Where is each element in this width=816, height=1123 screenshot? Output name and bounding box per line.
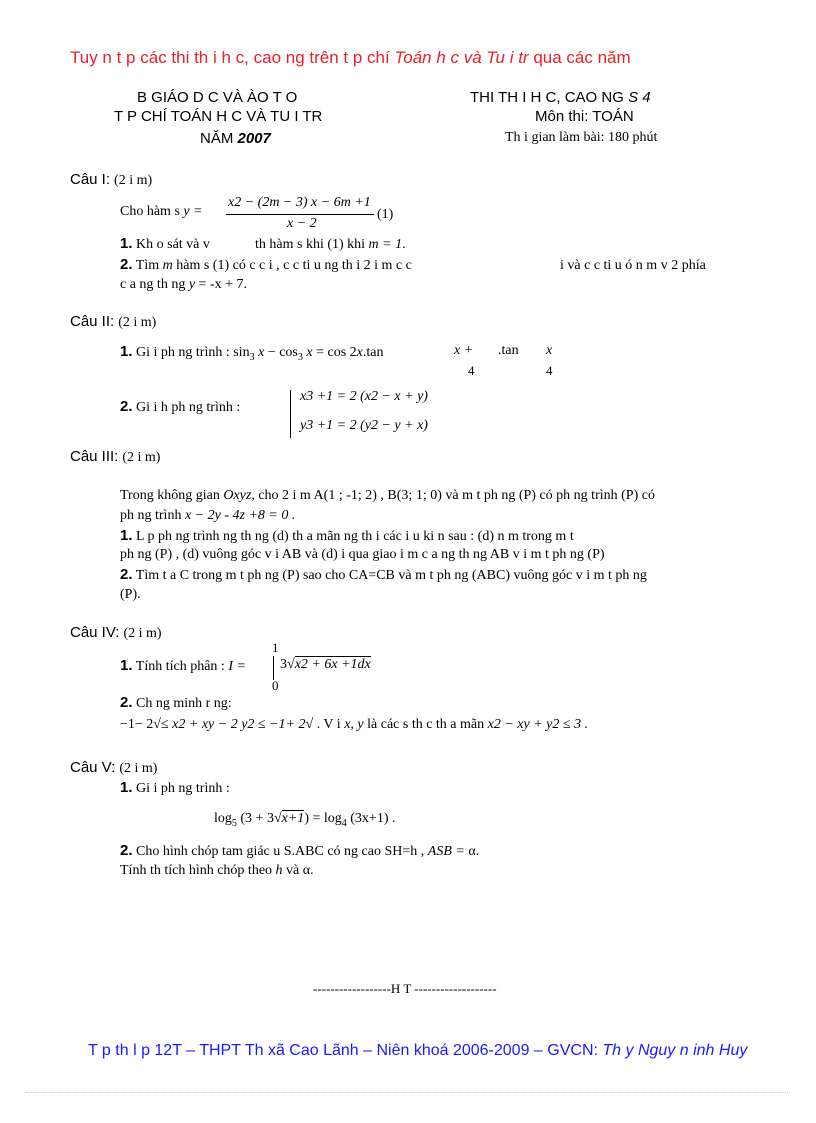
q2-frac1-top: x + <box>454 343 474 358</box>
exam-subject: Môn thi: TOÁN <box>535 108 634 125</box>
q4-upper-limit: 1 <box>272 640 279 655</box>
q3-oxyz: Oxyz <box>223 488 252 503</box>
q5-part1-number: 1. <box>120 779 133 796</box>
q1-part1-m: m = 1 <box>368 237 403 252</box>
q2-part1 <box>120 343 383 363</box>
alpha-icon: α <box>468 844 476 859</box>
q1-part2-m: m <box>162 258 173 273</box>
q5-log-equation <box>214 811 396 829</box>
q5-points: (2 i m) <box>119 761 158 776</box>
q4-title: Câu IV: <box>70 624 120 641</box>
q1-heading <box>70 171 152 189</box>
q5-eq-b: (3 + 3 <box>240 811 274 826</box>
q2-tan1: .tan <box>362 345 384 360</box>
q1-part2-text-b: hàm s (1) có c c i , c c ti u ng th i 2 i m c c <box>176 258 412 273</box>
q3-part1-line1 <box>120 527 574 545</box>
q3-part1-line2: ph ng (P) , (d) vuông góc v i AB và (d) i qua giao i m c a ng th ng AB v i m t ph ng (P) <box>120 547 605 562</box>
q4-integrand <box>280 657 371 673</box>
q3-part2-number: 2. <box>120 566 133 583</box>
q1-points: (2 i m) <box>114 173 153 188</box>
q2-tan2: .tan <box>498 343 519 358</box>
q4-heading <box>70 624 162 642</box>
q2-x1: x <box>258 345 265 360</box>
q3-intro-line2 <box>120 508 295 524</box>
q5-part2-number: 2. <box>120 842 133 859</box>
top-banner <box>70 48 631 68</box>
q3-part2-text1: Tìm t a C trong m t ph ng (P) sao cho CA=CB và m t ph ng (ABC) vuông góc v i m t ph ng <box>135 568 647 583</box>
q5-radicand: x+1 <box>281 811 305 826</box>
q4-part2-text: Ch ng minh r ng: <box>136 696 232 711</box>
q4-condition: x2 − xy + y2 ≤ 3 . <box>487 717 589 732</box>
q1-part1-text-b: th hàm s khi (1) khi <box>255 237 366 252</box>
q4-xy: x, y <box>344 717 364 732</box>
q1-part2-right: i và c c ti u ó n m v 2 phía <box>560 258 706 273</box>
q2-part2 <box>120 398 240 416</box>
q5-part2-line2 <box>120 863 314 879</box>
q2-cos: − cos <box>264 345 298 360</box>
q2-system-eq2: y3 +1 = 2 (y2 − y + x) <box>300 418 428 433</box>
end-mark: ------------------H T ------------------- <box>313 981 497 996</box>
q4-part2-number: 2. <box>120 694 133 711</box>
footer-teacher: Th y Nguy n inh Huy <box>602 1042 748 1059</box>
q4-part1-number: 1. <box>120 657 133 674</box>
q2-sin-power: 3 <box>249 351 255 363</box>
q4-integral-I: I = <box>228 659 246 674</box>
q5-base1: 5 <box>231 817 237 829</box>
radical-icon: √ <box>287 657 295 672</box>
q4-ineq-c: . V i <box>313 717 341 732</box>
q2-system-eq1: x3 +1 = 2 (x2 − x + y) <box>300 389 428 404</box>
q1-part2-text-a: Tìm <box>135 258 160 273</box>
q3-part1-number: 1. <box>120 527 133 544</box>
q2-part1-text: Gi i ph ng trình : sin <box>136 345 250 360</box>
q4-ineq-d: là các s th c th a mãn <box>367 717 485 732</box>
year-label: NĂM <box>200 130 238 147</box>
q2-frac2-top: x <box>546 343 553 358</box>
q1-numerator: x2 − (2m − 3) x − 6m +1 <box>228 195 371 210</box>
page-bottom-divider <box>26 1092 790 1093</box>
q4-radicand: x2 + 6x +1dx <box>294 657 371 672</box>
q2-frac1-bot: 4 <box>468 363 475 378</box>
q1-ref: (1) <box>377 207 394 222</box>
radical-icon: √ <box>153 717 161 732</box>
q1-denominator: x − 2 <box>287 216 317 231</box>
q1-part2-line2-y: y <box>188 277 196 292</box>
header-year <box>200 130 271 147</box>
q2-eq: = cos 2 <box>312 345 357 360</box>
q1-y-eq: y = <box>183 204 203 219</box>
q2-x3: x <box>356 345 363 360</box>
header-magazine: T P CHÍ TOÁN H C VÀ TU I TR <box>114 108 323 125</box>
q5-eq-d: ) = log <box>304 811 342 826</box>
q1-part2-line2-b: = -x + 7. <box>198 277 247 292</box>
q2-cos-power: 3 <box>297 351 303 363</box>
q5-log1: log <box>214 811 232 826</box>
q3-intro-c: ph ng trình <box>120 508 182 523</box>
q2-title: Câu II: <box>70 313 115 330</box>
q1-intro <box>120 204 203 220</box>
q2-x2: x <box>306 345 313 360</box>
q2-frac2-bot: 4 <box>546 363 553 378</box>
banner-suffix: qua các năm <box>528 48 631 67</box>
q3-part2-line1 <box>120 566 647 584</box>
q3-intro-line1 <box>120 488 655 504</box>
q1-part1-text-a: Kh o sát và v <box>136 237 210 252</box>
footer-prefix: T p th l p 12T – THPT Th xã Cao Lãnh – Niên khoá 2006-2009 – GVCN: <box>88 1042 603 1059</box>
q4-root-index: 3 <box>280 657 287 672</box>
footer-credit <box>88 1042 747 1060</box>
q5-base2: 4 <box>341 817 347 829</box>
q5-part2-line2-b: và <box>286 863 300 878</box>
q2-system-brace <box>290 390 297 438</box>
q5-title: Câu V: <box>70 759 116 776</box>
q4-part1 <box>120 657 246 675</box>
banner-prefix: Tuy n t p các thi th i h c, cao ng trên t p chí <box>70 48 395 67</box>
q3-intro-a: Trong không gian <box>120 488 220 503</box>
year-value: 2007 <box>237 130 271 147</box>
q2-part2-number: 2. <box>120 398 133 415</box>
q3-title: Câu III: <box>70 448 119 465</box>
q1-intro-text: Cho hàm s <box>120 204 184 219</box>
exam-number: S 4 <box>628 89 651 106</box>
alpha-icon: α <box>302 863 311 878</box>
q1-title: Câu I: <box>70 171 111 188</box>
q4-inequality <box>120 717 588 733</box>
q1-part2-line2-a: c a ng th ng <box>120 277 186 292</box>
q4-ineq-b: ≤ x2 + xy − 2 y2 ≤ −1+ 2 <box>160 717 306 732</box>
q2-points: (2 i m) <box>118 315 157 330</box>
q3-part2-line2: (P). <box>120 587 141 602</box>
q4-part1-text: Tính tích phân : <box>135 659 225 674</box>
q3-heading <box>70 448 160 466</box>
q1-part2-number: 2. <box>120 256 133 273</box>
q3-plane-eq: x − 2y - 4z +8 = 0 . <box>184 508 296 523</box>
exam-title <box>470 89 651 106</box>
q5-part2-line2-a: Tính th tích hình chóp theo <box>120 863 273 878</box>
radical-icon: √ <box>273 811 282 826</box>
q5-part2-line2-c: . <box>310 863 314 878</box>
q4-ineq-a: −1− 2 <box>120 717 154 732</box>
q3-part1-text1: L p ph ng trình ng th ng (d) th a mãn ng th i các i u ki n sau : (d) n m trong m t <box>136 529 574 544</box>
q5-h: h <box>275 863 283 878</box>
q5-angle-asb: ASB = <box>427 844 469 859</box>
q1-part1-number: 1. <box>120 235 133 252</box>
header-ministry: B GIÁO D C VÀ ÀO T O <box>137 89 298 106</box>
q1-part1 <box>120 235 210 253</box>
q4-lower-limit: 0 <box>272 678 279 693</box>
integral-sign-icon <box>273 656 276 680</box>
q5-part1 <box>120 779 230 797</box>
q1-part1-cont <box>255 237 406 253</box>
q4-points: (2 i m) <box>123 626 162 641</box>
q4-part2 <box>120 694 232 712</box>
q1-part2 <box>120 256 412 274</box>
q1-part2-line2 <box>120 277 247 293</box>
q5-eq-e: (3x+1) . <box>350 811 396 826</box>
q5-part1-text: Gi i ph ng trình : <box>136 781 230 796</box>
q5-part2-text-c: . <box>475 844 480 859</box>
exam-title-prefix: THI TH I H C, CAO NG <box>470 89 629 106</box>
q5-part2-text-a: Cho hình chóp tam giác u S.ABC có ng cao SH=h , <box>136 844 425 859</box>
exam-duration: Th i gian làm bài: 180 phút <box>505 130 658 145</box>
q5-part2-line1 <box>120 842 479 860</box>
banner-magazine: Toán h c và Tu i tr <box>394 48 529 67</box>
q3-points: (2 i m) <box>122 450 161 465</box>
q1-fraction-bar <box>226 214 374 215</box>
q1-part1-end: . <box>402 237 406 252</box>
q5-heading <box>70 759 157 777</box>
q2-part1-number: 1. <box>120 343 133 360</box>
q2-part2-text: Gi i h ph ng trình : <box>136 400 241 415</box>
q2-heading <box>70 313 156 331</box>
q3-intro-b: , cho 2 i m A(1 ; -1; 2) , B(3; 1; 0) và m t ph ng (P) có ph ng trình (P) có <box>251 488 655 503</box>
radical-icon: √ <box>305 717 314 732</box>
